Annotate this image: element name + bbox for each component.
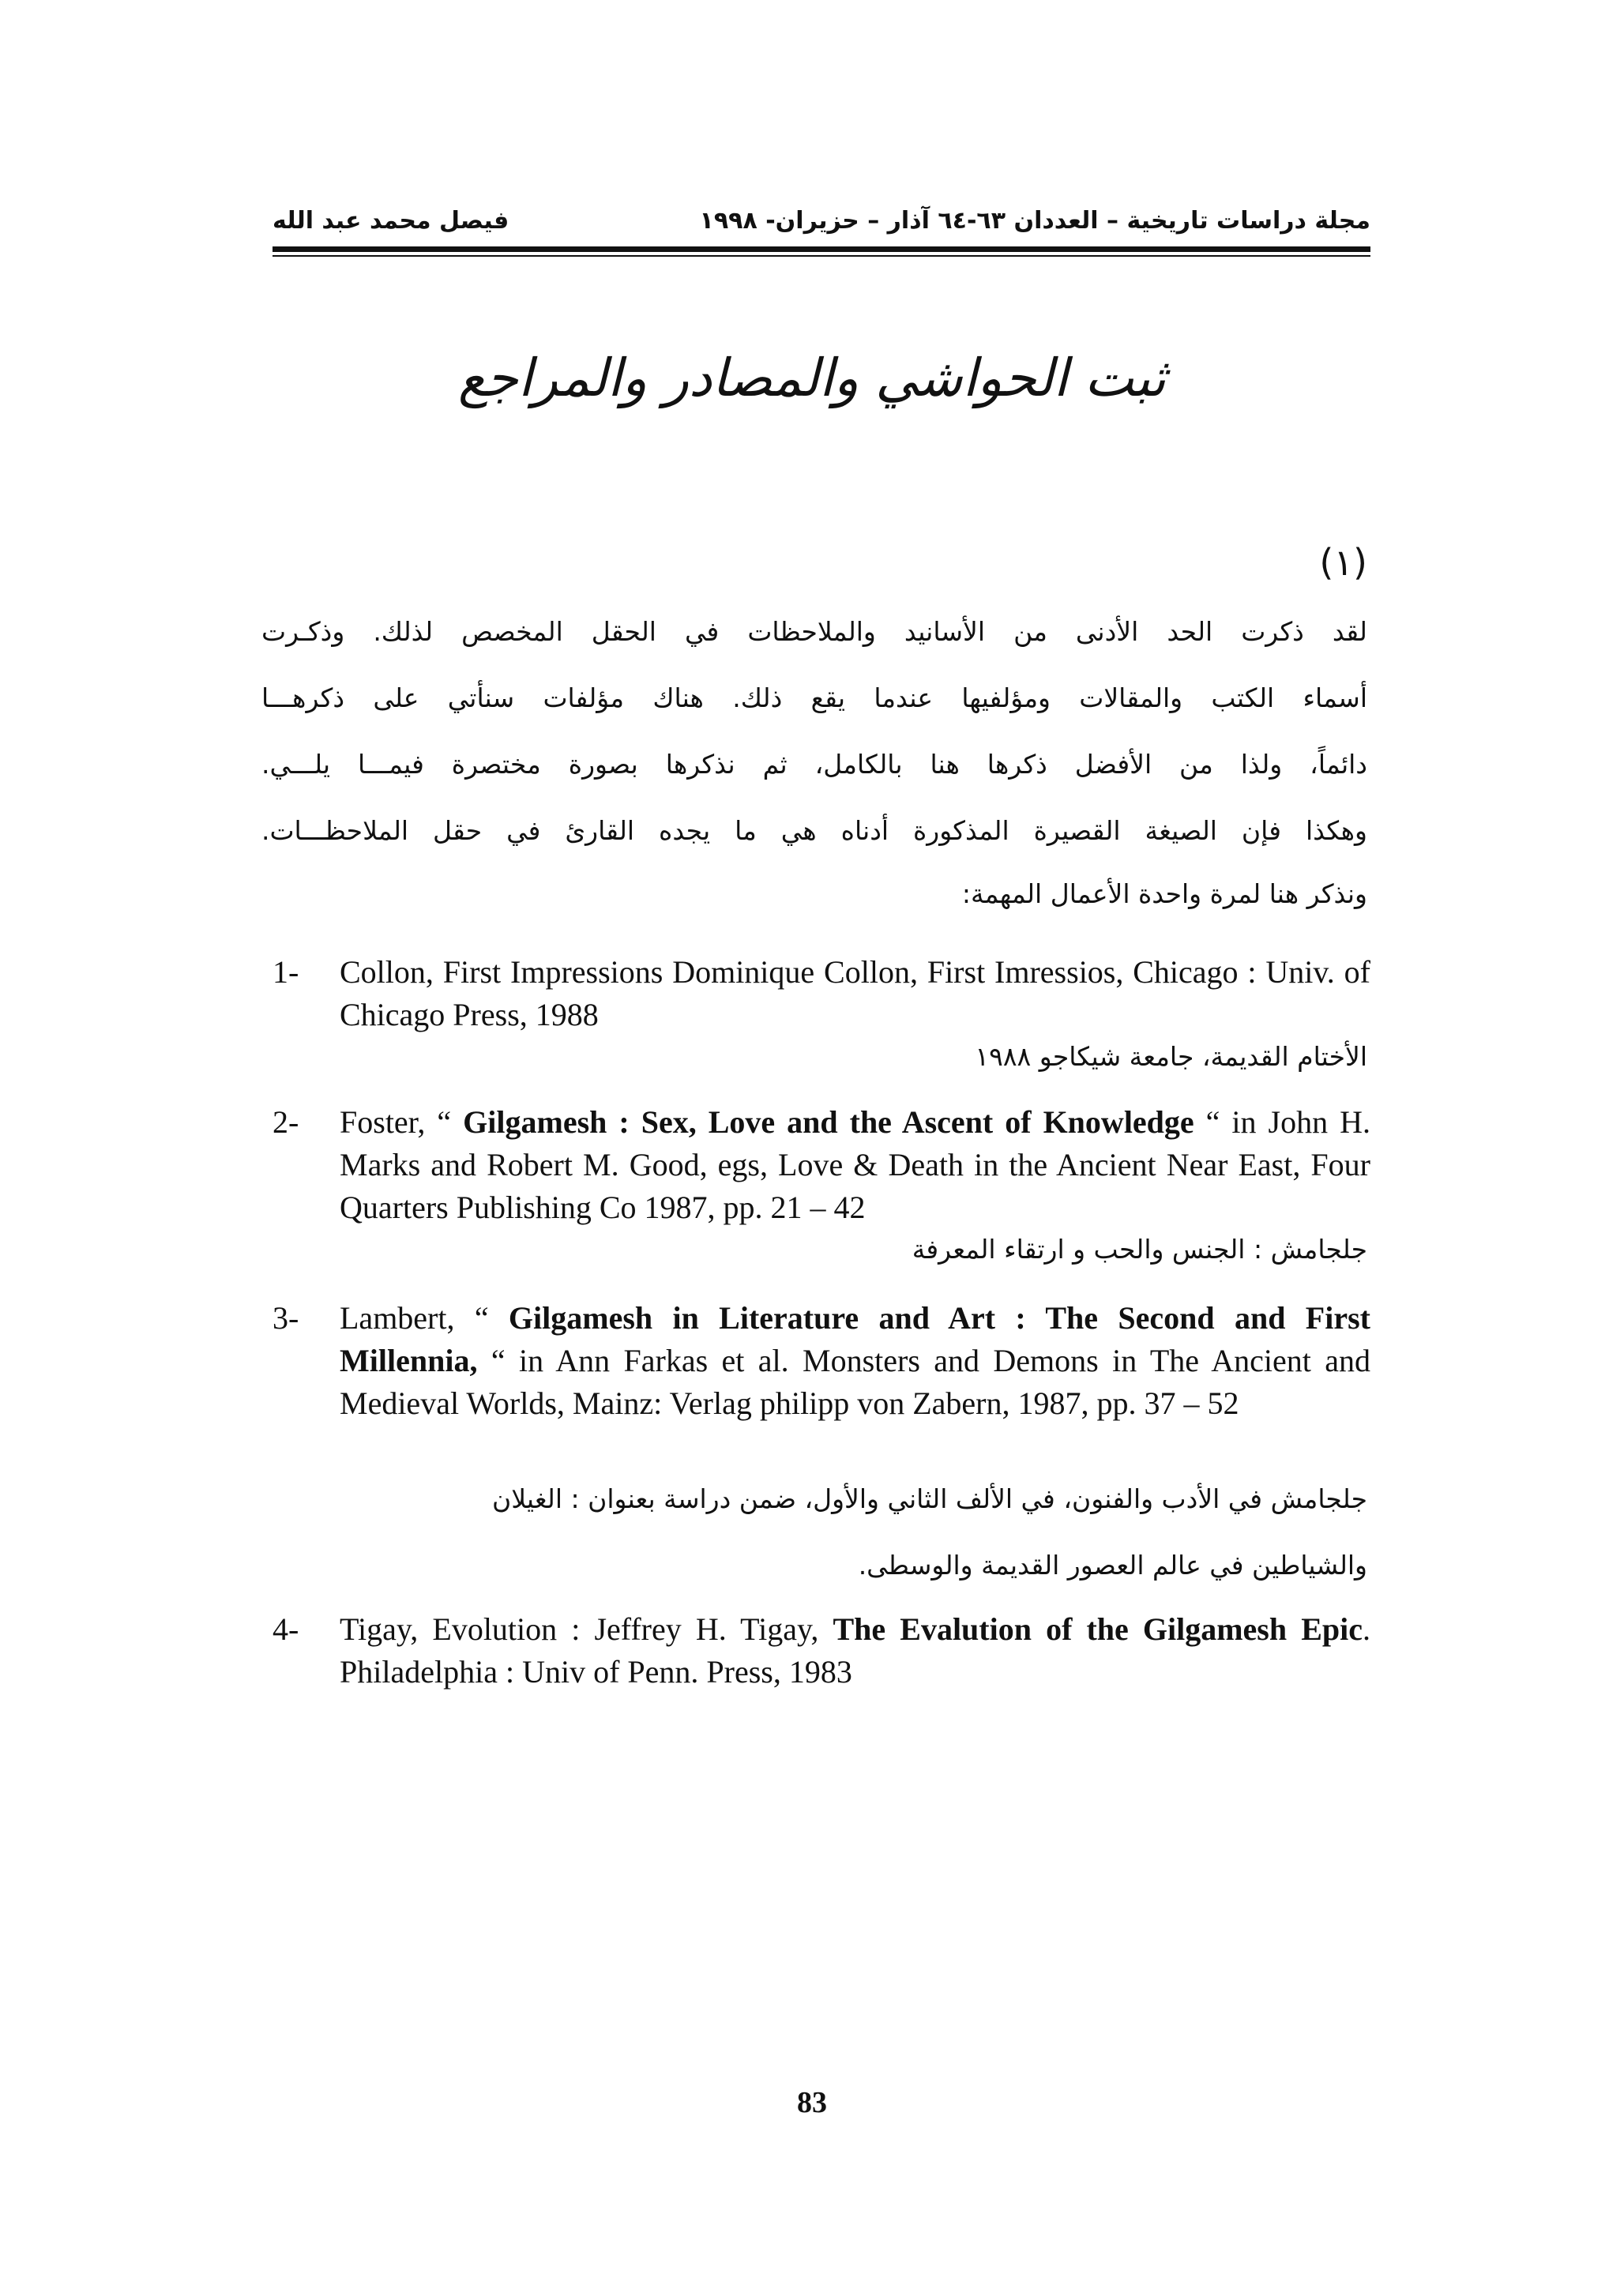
reference-arabic-title: الأختام القديمة، جامعة شيكاجو ١٩٨٨: [975, 1041, 1367, 1072]
page-title: ثبت الحواشي والمصادر والمراجع: [457, 348, 1167, 408]
reference-text: Foster, “ Gilgamesh : Sex, Love and the Ascent of Knowledge “ in John H. Marks and Robert M. Good, egs, Love & Death in the Ancient Near East, Four Quarters Publishing Co 1987, pp. 21 – 42: [340, 1104, 1370, 1225]
reference-item: [273, 1297, 1370, 1425]
reference-text: Tigay, Evolution : Jeffrey H. Tigay, The Evalution of the Gilgamesh Epic. Philadelphia : Univ of Penn. Press, 1983: [340, 1611, 1370, 1690]
journal-title: مجلة دراسات تاريخية – العددان ٦٣-٦٤ آذار – حزيران- ١٩٩٨: [699, 207, 1370, 235]
header-rule-thick: [273, 246, 1370, 252]
reference-item: [273, 1608, 1370, 1693]
intro-line: وهكذا فإن الصيغة القصيرة المذكورة أدناه هي ما يجده القارئ في حقل الملاحظـــات.: [261, 815, 1367, 846]
author-name: فيصل محمد عبد الله: [273, 207, 509, 235]
section-number: (١): [1319, 541, 1367, 584]
reference-number: 3-: [273, 1300, 299, 1336]
reference-arabic-title: والشياطين في عالم العصور القديمة والوسطى.: [858, 1550, 1367, 1581]
reference-number: 1-: [273, 954, 299, 990]
header-rule-thin: [273, 255, 1370, 257]
reference-arabic-title: جلجامش في الأدب والفنون، في الألف الثاني والأول، ضمن دراسة بعنوان : الغيلان: [492, 1483, 1367, 1514]
reference-number: 4-: [273, 1611, 299, 1647]
running-header: [273, 207, 1370, 239]
intro-line: لقد ذكرت الحد الأدنى من الأسانيد والملاحظات في الحقل المخصص لذلك. وذكـرت: [261, 616, 1367, 647]
intro-line: دائماً، ولذا من الأفضل ذكرها هنا بالكامل، ثم نذكرها بصورة مختصرة فيمـــا يلـــي.: [261, 749, 1367, 780]
reference-item: [273, 951, 1370, 1036]
intro-line: ونذكر هنا لمرة واحدة الأعمال المهمة:: [961, 878, 1367, 909]
intro-line: أسماء الكتب والمقالات ومؤلفيها عندما يقع ذلك. هناك مؤلفات سنأتي على ذكرهـــا: [261, 682, 1367, 713]
reference-arabic-title: جلجامش : الجنس والحب و ارتقاء المعرفة: [912, 1234, 1367, 1265]
reference-text: Collon, First Impressions Dominique Collon, First Imressios, Chicago : Univ. of Chicago Press, 1988: [340, 954, 1370, 1032]
reference-number: 2-: [273, 1104, 299, 1140]
reference-text: Lambert, “ Gilgamesh in Literature and Art : The Second and First Millennia, “ in Ann Farkas et al. Monsters and Demons in The Ancient and Medieval Worlds, Mainz: Verlag philipp von Zabern, 1987, pp. 37 – 52: [340, 1300, 1370, 1421]
page-number: 83: [797, 2086, 827, 2119]
reference-item: [273, 1101, 1370, 1229]
